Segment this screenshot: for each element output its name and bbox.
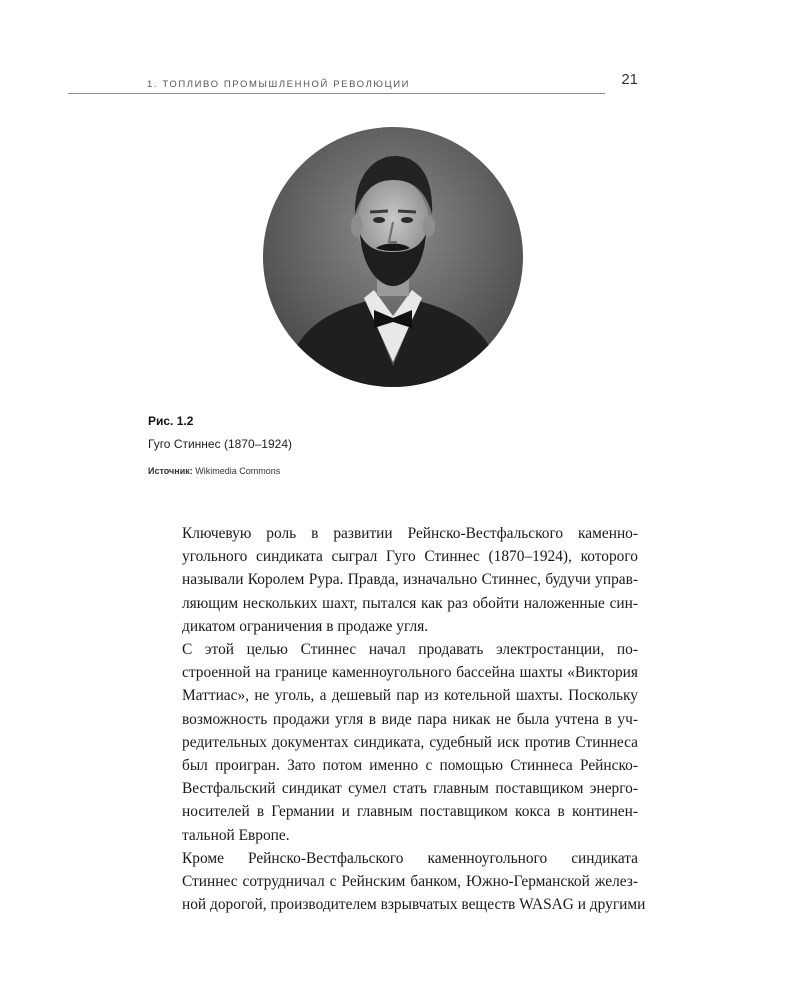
text-line: угольного синдиката сыграл Гуго Стиннес (1870–1924), которого: [182, 548, 638, 566]
paragraph: [148, 638, 638, 847]
text-line: носителей в Германии и главным поставщиком кокса в континен-: [182, 803, 638, 821]
text-line: Маттиас», не уголь, а дешевый пар из котельной шахты. Поскольку: [182, 687, 638, 705]
paragraph: [148, 847, 646, 917]
running-header: [68, 70, 638, 96]
body-text: [148, 522, 646, 916]
figure-caption: [148, 414, 638, 476]
text-line: редительных документах синдиката, судебный иск против Стиннеса: [182, 733, 638, 751]
text-line: дикатом ограничения в продаже угля.: [182, 617, 429, 635]
text-line: возможность продажи угля в виде пара никак не была учтена в уч-: [182, 710, 638, 728]
text-line: был проигран. Зато потом именно с помощью Стиннеса Рейнско-: [182, 757, 638, 775]
text-line: называли Королем Рура. Правда, изначально Стиннес, будучи управ-: [182, 571, 638, 589]
figure-caption-text: Гуго Стиннес (1870–1924): [148, 437, 292, 451]
portrait-photo: [262, 126, 524, 388]
text-line: тальной Европе.: [182, 826, 290, 844]
text-line: С этой целью Стиннес начал продавать электростанции, по-: [182, 641, 638, 659]
text-line: Кроме Рейнско-Вестфальского каменноугольного синдиката: [182, 849, 638, 867]
text-line: Ключевую роль в развитии Рейнско-Вестфальского каменно-: [182, 525, 638, 542]
page-number: 21: [621, 71, 638, 88]
chapter-title: 1. ТОПЛИВО ПРОМЫШЛЕННОЙ РЕВОЛЮЦИИ: [147, 79, 411, 90]
text-line: ляющим нескольких шахт, пытался как раз обойти наложенные син-: [182, 594, 638, 612]
text-line: ной дорогой, производителем взрывчатых веществ WASAG и другими: [182, 896, 646, 914]
source-value: Wikimedia Commons: [192, 466, 281, 476]
figure-source: [148, 466, 638, 476]
source-label: Источник:: [148, 466, 193, 476]
text-line: Стиннес сотрудничал с Рейнским банком, Южно-Германской желез-: [182, 873, 638, 891]
text-line: Вестфальский синдикат сумел стать главным поставщиком энерго-: [182, 780, 638, 798]
figure-label: Рис. 1.2: [148, 414, 194, 428]
paragraph: [148, 522, 638, 638]
text-line: строенной на границе каменноугольного бассейна шахты «Виктория: [182, 664, 638, 682]
header-rule: [68, 93, 605, 94]
